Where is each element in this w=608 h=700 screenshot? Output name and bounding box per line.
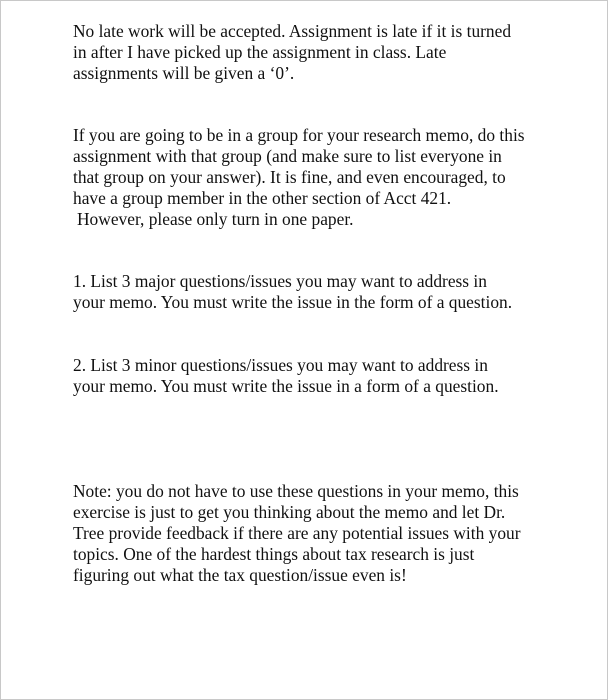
text-line: your memo. You must write the issue in a form of a question.	[73, 376, 499, 396]
late-work-policy-paragraph	[73, 21, 553, 84]
text-line: No late work will be accepted. Assignment is late if it is turned	[73, 21, 512, 41]
text-line: topics. One of the hardest things about tax research is just	[73, 544, 475, 564]
text-line: exercise is just to get you thinking about the memo and let Dr.	[73, 502, 506, 522]
text-line: If you are going to be in a group for your research memo, do this	[73, 125, 525, 145]
note-paragraph	[73, 481, 553, 586]
text-line: Tree provide feedback if there are any potential issues with your	[73, 523, 521, 543]
text-line: figuring out what the tax question/issue even is!	[73, 565, 407, 585]
text-line: 2. List 3 minor questions/issues you may want to address in	[73, 355, 488, 375]
minor-questions-item	[73, 355, 553, 397]
text-line: Note: you do not have to use these questions in your memo, this	[73, 481, 519, 501]
text-line: However, please only turn in one paper.	[77, 209, 354, 229]
text-line: that group on your answer). It is fine, and even encouraged, to	[73, 167, 506, 187]
group-work-paragraph	[73, 125, 553, 230]
text-line: assignment with that group (and make sure to list everyone in	[73, 146, 502, 166]
text-line: 1. List 3 major questions/issues you may want to address in	[73, 271, 487, 291]
text-line: your memo. You must write the issue in the form of a question.	[73, 292, 513, 312]
text-line: have a group member in the other section of Acct 421.	[73, 188, 452, 208]
text-line: assignments will be given a ‘0’.	[73, 63, 295, 83]
major-questions-item	[73, 271, 553, 313]
text-line: in after I have picked up the assignment in class. Late	[73, 42, 447, 62]
